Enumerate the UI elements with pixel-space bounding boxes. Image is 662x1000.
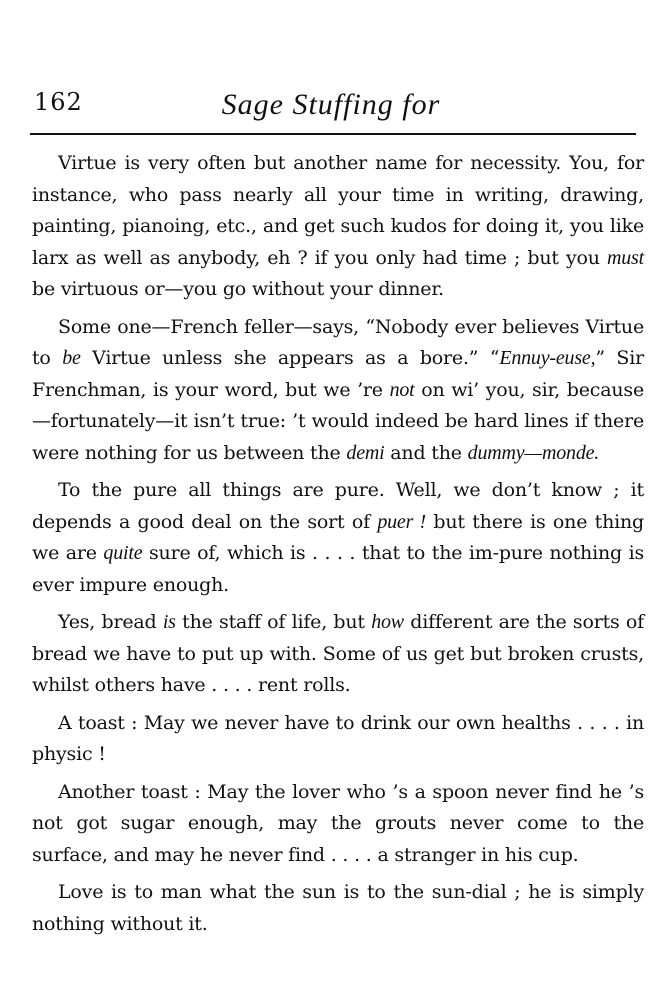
- text-run: ” Sir Frenchman, is your word, but we ’re: [32, 347, 644, 401]
- text-run: sure of, which is . . . . that to the im-pure nothing is ever impure enough.: [32, 542, 645, 596]
- text-run: Virtue is very often but another name for necessity. You, for instance, who pass nearly all your time in writing, drawing, painting, pianoing, etc., and get such kudos for doing it, you like larx as well as anybody, eh ? if you only had time ; but you: [32, 152, 644, 269]
- text-run: To the pure all things are pure. Well, we don’t know ; it depends a good deal on the sort of: [32, 479, 644, 533]
- text-run: Some one—French feller—says, “Nobody ever believes Virtue to: [32, 315, 644, 369]
- text-run: Love is to man what the sun is to the sun-dial ; he is simply nothing without it.: [32, 881, 644, 935]
- page-body: [32, 148, 644, 940]
- page-number: 162: [34, 88, 83, 116]
- italic-text: be: [62, 347, 81, 369]
- text-run: different are the sorts of bread we have to put up with. Some of us get but broken crusts, whilst others have . . . . rent rolls.: [32, 611, 644, 696]
- text-run: Another toast : May the lover who ’s a spoon never find he ’s not got sugar enough, may the grouts never come to the surface, and may he never find . . . . a stranger in his cup.: [32, 780, 644, 866]
- paragraph: [32, 475, 644, 601]
- text-run: A toast : May we never have to drink our own healths . . . . in physic !: [32, 711, 644, 765]
- italic-text: dummy—monde.: [467, 441, 600, 464]
- paragraph: [32, 777, 644, 872]
- text-run: Virtue unless she appears as a bore.” “: [80, 347, 500, 369]
- text-run: on wi’ you, sir, because—fortunately—it isn’t true: ’t would indeed be hard lines if there were nothing for us between the: [32, 378, 644, 464]
- italic-text: quite: [103, 542, 143, 564]
- header-rule: [30, 133, 636, 135]
- italic-text: is: [162, 611, 176, 633]
- paragraph: [32, 312, 644, 470]
- text-run: and the: [384, 441, 468, 464]
- text-run: Yes, bread: [58, 611, 163, 633]
- running-title: Sage Stuffing for: [221, 88, 441, 121]
- paragraph: [32, 148, 644, 306]
- text-run: but there is one thing we are: [32, 510, 644, 564]
- text-run: the staff of life, but: [175, 611, 372, 633]
- paragraph: [32, 708, 644, 771]
- paragraph: [32, 607, 644, 702]
- italic-text: Ennuy-euse,: [499, 347, 596, 369]
- italic-text: how: [371, 611, 404, 633]
- page-header: [30, 88, 632, 128]
- text-run: be virtuous or—you go without your dinner.: [32, 278, 444, 300]
- italic-text: not: [389, 378, 415, 401]
- italic-text: must: [607, 246, 644, 269]
- italic-text: puer !: [377, 510, 426, 533]
- paragraph: [32, 877, 644, 940]
- italic-text: demi: [346, 441, 385, 464]
